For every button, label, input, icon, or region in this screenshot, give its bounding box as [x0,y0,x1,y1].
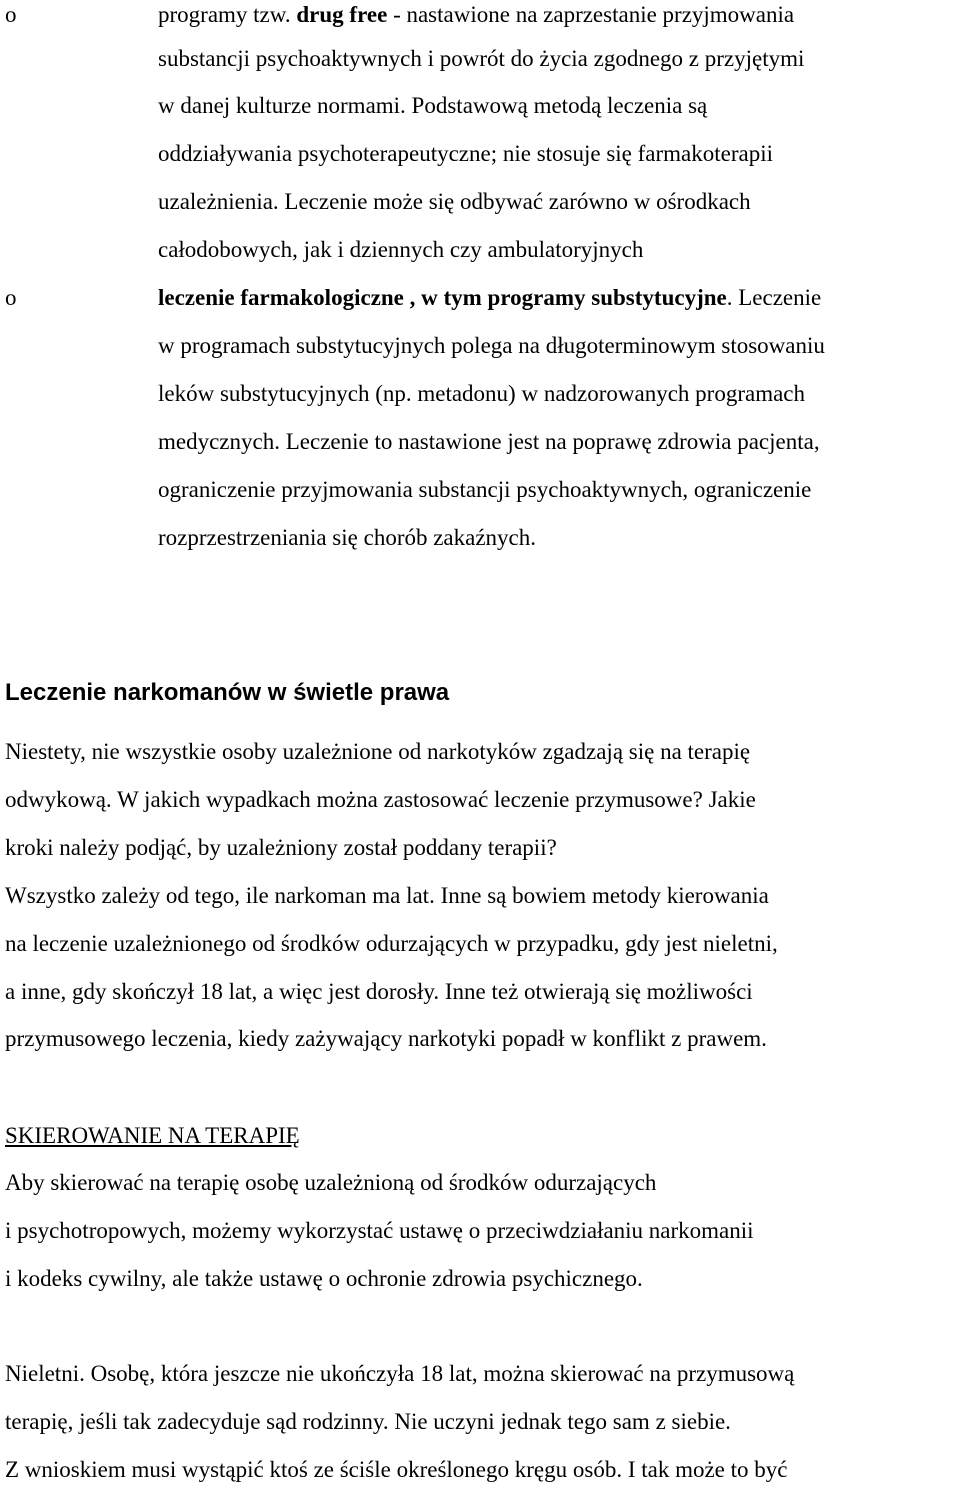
list-item-2-line-2: w programach substytucyjnych polega na długoterminowym stosowaniu [158,333,825,358]
list-bullet-2: o [5,285,17,310]
list-item-1-line-5: uzależnienia. Leczenie może się odbywać zarówno w ośrodkach [158,189,751,214]
list-item-1-bold-term: drug free [296,2,388,27]
section1-line-1: Niestety, nie wszystkie osoby uzależnione od narkotyków zgadzają się na terapię [5,739,751,764]
section2-line-3: i kodeks cywilny, ale także ustawę o ochronie zdrowia psychicznego. [5,1266,643,1291]
section1-line-2: odwykową. W jakich wypadkach można zastosować leczenie przymusowe? Jakie [5,787,756,812]
list-item-2-bold-term: leczenie farmakologiczne , w tym programy substytucyjne [158,285,727,310]
list-item-2-line-1 [158,283,821,313]
section1-line-7: przymusowego leczenia, kiedy zażywający narkotyki popadł w konflikt z prawem. [5,1026,767,1051]
list-item-1-line-2: substancji psychoaktywnych i powrót do życia zgodnego z przyjętymi [158,46,805,71]
section3-line-3: Z wnioskiem musi wystąpić ktoś ze ściśle określonego kręgu osób. I tak może to być [5,1457,788,1482]
list-item-2-text-post: . Leczenie [726,285,822,310]
list-item-1-text-pre: programy tzw. [158,2,297,27]
list-bullet-1: o [5,2,17,27]
list-item-2-line-4: medycznych. Leczenie to nastawione jest na poprawę zdrowia pacjenta, [158,429,820,454]
section1-line-5: na leczenie uzależnionego od środków odurzających w przypadku, gdy jest nieletni, [5,931,778,956]
section1-line-3: kroki należy podjąć, by uzależniony został poddany terapii? [5,835,557,860]
list-item-1-line-4: oddziaływania psychoterapeutyczne; nie stosuje się farmakoterapii [158,141,774,166]
section1-line-4: Wszystko zależy od tego, ile narkoman ma lat. Inne są bowiem metody kierowania [5,883,769,908]
section2-line-2: i psychotropowych, możemy wykorzystać ustawę o przeciwdziałaniu narkomanii [5,1218,754,1243]
section3-line-1: Nieletni. Osobę, która jeszcze nie ukończyła 18 lat, można skierować na przymusową [5,1361,795,1386]
section-heading-referral: SKIEROWANIE NA TERAPIĘ [5,1123,300,1148]
section1-line-6: a inne, gdy skończył 18 lat, a więc jest dorosły. Inne też otwierają się możliwości [5,979,753,1004]
list-item-2-line-3: leków substytucyjnych (np. metadonu) w nadzorowanych programach [158,381,806,406]
list-item-2-line-5: ograniczenie przyjmowania substancji psychoaktywnych, ograniczenie [158,477,812,502]
section-heading-law: Leczenie narkomanów w świetle prawa [5,679,450,706]
list-item-1-line-1 [158,0,794,30]
list-item-1-line-3: w danej kulturze normami. Podstawową metodą leczenia są [158,93,708,118]
section2-line-1: Aby skierować na terapię osobę uzależnioną od środków odurzających [5,1170,657,1195]
list-item-1-text-post: - nastawione na zaprzestanie przyjmowania [387,2,795,27]
section3-line-2: terapię, jeśli tak zadecyduje sąd rodzinny. Nie uczyni jednak tego sam z siebie. [5,1409,731,1434]
list-item-2-line-6: rozprzestrzeniania się chorób zakaźnych. [158,525,537,550]
list-item-1-line-6: całodobowych, jak i dziennych czy ambulatoryjnych [158,237,644,262]
